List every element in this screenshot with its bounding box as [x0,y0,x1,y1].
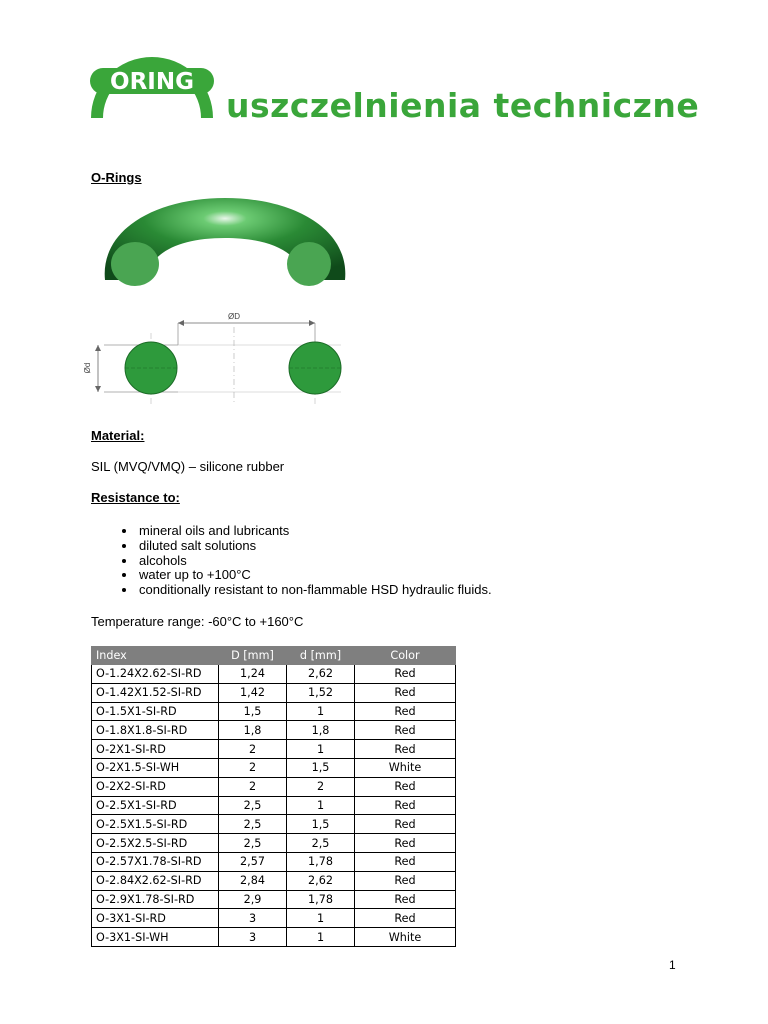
material-value: SIL (MVQ/VMQ) – silicone rubber [91,459,285,474]
cell-color: Red [355,683,456,702]
cell-outer-diameter: 2,5 [219,815,287,834]
oring-3d-illustration [95,190,355,290]
cell-cross-section: 1 [287,909,355,928]
cell-outer-diameter: 2,57 [219,852,287,871]
oring-dimension-diagram [78,305,378,410]
cell-index: O-2.5X1.5-SI-RD [92,815,219,834]
cell-index: O-1.42X1.52-SI-RD [92,683,219,702]
cell-cross-section: 1,78 [287,890,355,909]
cell-color: Red [355,909,456,928]
cell-cross-section: 1 [287,796,355,815]
table-row [92,871,456,890]
table-row [92,834,456,853]
cell-cross-section: 1 [287,702,355,721]
table-row [92,928,456,947]
cell-index: O-1.24X2.62-SI-RD [92,665,219,684]
cell-index: O-2.57X1.78-SI-RD [92,852,219,871]
oring-spec-table [91,646,456,947]
cell-cross-section: 2,62 [287,871,355,890]
cell-cross-section: 1 [287,740,355,759]
cell-outer-diameter: 1,5 [219,702,287,721]
cell-outer-diameter: 1,42 [219,683,287,702]
table-row [92,702,456,721]
cell-color: White [355,928,456,947]
cell-outer-diameter: 3 [219,928,287,947]
table-row [92,665,456,684]
list-item: • alcohols [137,554,492,569]
header-outer-diameter: D [mm] [219,647,287,665]
brand-tagline: uszczelnienia techniczne [226,86,700,125]
resistance-heading: Resistance to: [91,490,180,505]
header-cross-section: d [mm] [287,647,355,665]
cell-cross-section: 2 [287,777,355,796]
cell-index: O-2.5X1-SI-RD [92,796,219,815]
cell-color: Red [355,852,456,871]
cell-cross-section: 1,78 [287,852,355,871]
cell-cross-section: 1,8 [287,721,355,740]
table-row [92,815,456,834]
table-row [92,777,456,796]
table-row [92,683,456,702]
cell-outer-diameter: 1,8 [219,721,287,740]
cell-color: Red [355,665,456,684]
cell-index: O-2.84X2.62-SI-RD [92,871,219,890]
cell-index: O-2X1.5-SI-WH [92,758,219,777]
cell-cross-section: 1 [287,928,355,947]
cell-index: O-3X1-SI-RD [92,909,219,928]
page-title: O-Rings [91,170,142,185]
cell-color: Red [355,777,456,796]
table-row [92,758,456,777]
cell-outer-diameter: 2 [219,758,287,777]
cell-outer-diameter: 2,5 [219,834,287,853]
oring-logo-icon [88,24,216,124]
cell-index: O-3X1-SI-WH [92,928,219,947]
table-row [92,796,456,815]
resistance-list [115,524,492,598]
section-diameter-label: Ød [83,362,92,374]
header-index: Index [92,647,219,665]
cell-index: O-2.5X2.5-SI-RD [92,834,219,853]
cell-outer-diameter: 2,5 [219,796,287,815]
cell-cross-section: 1,5 [287,758,355,777]
table-row [92,721,456,740]
list-item: • conditionally resistant to non-flammable HSD hydraulic fluids. [137,583,492,598]
cell-index: O-2.9X1.78-SI-RD [92,890,219,909]
table-header-row [92,647,456,665]
table-row [92,909,456,928]
table-row [92,890,456,909]
cell-color: Red [355,890,456,909]
cell-outer-diameter: 1,24 [219,665,287,684]
cell-outer-diameter: 2 [219,740,287,759]
cell-index: O-1.5X1-SI-RD [92,702,219,721]
cell-cross-section: 2,62 [287,665,355,684]
cell-cross-section: 2,5 [287,834,355,853]
cell-outer-diameter: 2,9 [219,890,287,909]
cell-index: O-2X2-SI-RD [92,777,219,796]
outer-diameter-label: ØD [228,312,240,321]
list-item: • diluted salt solutions [137,539,492,554]
table-row [92,740,456,759]
table-row [92,852,456,871]
page-number: 1 [669,958,676,972]
cell-color: Red [355,815,456,834]
list-item: • water up to +100°C [137,568,492,583]
cell-color: Red [355,871,456,890]
cell-outer-diameter: 2,84 [219,871,287,890]
cell-color: Red [355,740,456,759]
cell-color: Red [355,702,456,721]
cell-index: O-1.8X1.8-SI-RD [92,721,219,740]
cell-index: O-2X1-SI-RD [92,740,219,759]
cell-outer-diameter: 3 [219,909,287,928]
cell-color: Red [355,796,456,815]
cell-outer-diameter: 2 [219,777,287,796]
header-color: Color [355,647,456,665]
material-heading: Material: [91,428,145,443]
logo-text: ORING [110,69,194,95]
cell-color: White [355,758,456,777]
temperature-range: Temperature range: -60°C to +160°C [91,614,304,629]
cell-cross-section: 1,52 [287,683,355,702]
cell-color: Red [355,721,456,740]
cell-color: Red [355,834,456,853]
cell-cross-section: 1,5 [287,815,355,834]
list-item: • mineral oils and lubricants [137,524,492,539]
